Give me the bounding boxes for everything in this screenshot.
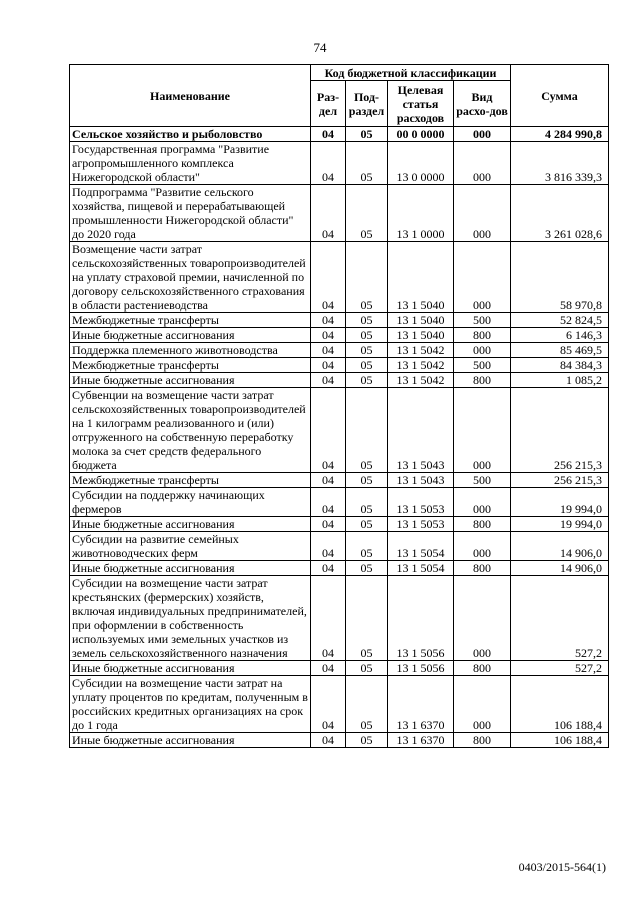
header-type: Вид расхо-дов: [454, 81, 511, 127]
row-subsection: 05: [346, 358, 388, 373]
row-type: 800: [454, 517, 511, 532]
table-body: [70, 127, 609, 748]
row-subsection: 05: [346, 517, 388, 532]
row-type: 800: [454, 733, 511, 748]
row-sum: 3 261 028,6: [511, 185, 609, 242]
row-subsection: 05: [346, 532, 388, 561]
table-row: [70, 358, 609, 373]
row-subsection: 05: [346, 676, 388, 733]
row-type: 000: [454, 142, 511, 185]
table-row: [70, 313, 609, 328]
row-name: Межбюджетные трансферты: [70, 313, 311, 328]
row-type: 800: [454, 373, 511, 388]
row-name: Субсидии на возмещение части затрат на уплату процентов по кредитам, полученным в российских кредитных организациях на срок до 1 года: [70, 676, 311, 733]
row-sum: 256 215,3: [511, 473, 609, 488]
row-sum: 106 188,4: [511, 733, 609, 748]
row-subsection: 05: [346, 343, 388, 358]
row-target: 13 1 6370: [388, 676, 454, 733]
row-subsection: 05: [346, 661, 388, 676]
table-row: [70, 127, 609, 142]
header-sum: Сумма: [511, 65, 609, 127]
row-name: Иные бюджетные ассигнования: [70, 328, 311, 343]
row-target: 13 1 5053: [388, 488, 454, 517]
row-subsection: 05: [346, 313, 388, 328]
row-sum: 58 970,8: [511, 242, 609, 313]
row-target: 13 1 5056: [388, 661, 454, 676]
table-row: [70, 676, 609, 733]
row-name: Межбюджетные трансферты: [70, 473, 311, 488]
row-section: 04: [311, 358, 346, 373]
row-target: 13 1 5054: [388, 532, 454, 561]
table-row: [70, 185, 609, 242]
row-type: 500: [454, 358, 511, 373]
row-sum: 14 906,0: [511, 561, 609, 576]
row-name: Субсидии на поддержку начинающих фермеров: [70, 488, 311, 517]
row-target: 13 1 5054: [388, 561, 454, 576]
row-section: 04: [311, 473, 346, 488]
row-target: 13 1 0000: [388, 185, 454, 242]
row-subsection: 05: [346, 733, 388, 748]
row-section: 04: [311, 343, 346, 358]
table-header: [70, 65, 609, 127]
table-row: [70, 733, 609, 748]
row-type: 000: [454, 488, 511, 517]
row-type: 500: [454, 313, 511, 328]
row-type: 500: [454, 473, 511, 488]
row-subsection: 05: [346, 488, 388, 517]
row-target: 13 0 0000: [388, 142, 454, 185]
table-row: [70, 242, 609, 313]
row-name: Субсидии на возмещение части затрат крестьянских (фермерских) хозяйств, включая индивидуальных предпринимателей, при оформлении в собственность используемых ими земельных участков из земель сельскохозяйственного назначения: [70, 576, 311, 661]
table-row: [70, 328, 609, 343]
row-subsection: 05: [346, 242, 388, 313]
row-section: 04: [311, 127, 346, 142]
row-type: 800: [454, 328, 511, 343]
table-row: [70, 388, 609, 473]
table-row: [70, 488, 609, 517]
table-row: [70, 576, 609, 661]
row-subsection: 05: [346, 388, 388, 473]
row-sum: 106 188,4: [511, 676, 609, 733]
row-type: 000: [454, 532, 511, 561]
row-sum: 19 994,0: [511, 488, 609, 517]
row-name: Подпрограмма "Развитие сельского хозяйства, пищевой и перерабатывающей промышленности Нижегородской области" до 2020 года: [70, 185, 311, 242]
row-target: 13 1 5040: [388, 313, 454, 328]
row-sum: 85 469,5: [511, 343, 609, 358]
row-subsection: 05: [346, 185, 388, 242]
row-sum: 3 816 339,3: [511, 142, 609, 185]
row-sum: 527,2: [511, 661, 609, 676]
row-type: 800: [454, 661, 511, 676]
row-name: Иные бюджетные ассигнования: [70, 517, 311, 532]
row-name: Иные бюджетные ассигнования: [70, 733, 311, 748]
row-subsection: 05: [346, 373, 388, 388]
row-section: 04: [311, 733, 346, 748]
table-row: [70, 532, 609, 561]
row-sum: 19 994,0: [511, 517, 609, 532]
row-section: 04: [311, 373, 346, 388]
row-name: Субсидии на развитие семейных животноводческих ферм: [70, 532, 311, 561]
row-target: 13 1 5056: [388, 576, 454, 661]
header-name: Наименование: [70, 65, 311, 127]
row-sum: 6 146,3: [511, 328, 609, 343]
row-sum: 4 284 990,8: [511, 127, 609, 142]
header-section: Раз-дел: [311, 81, 346, 127]
row-type: 000: [454, 127, 511, 142]
row-target: 13 1 5042: [388, 373, 454, 388]
row-target: 13 1 5042: [388, 343, 454, 358]
row-subsection: 05: [346, 328, 388, 343]
table-row: [70, 142, 609, 185]
row-section: 04: [311, 488, 346, 517]
header-code-group: Код бюджетной классификации: [311, 65, 511, 81]
row-name: Межбюджетные трансферты: [70, 358, 311, 373]
row-type: 000: [454, 388, 511, 473]
row-section: 04: [311, 676, 346, 733]
row-section: 04: [311, 561, 346, 576]
row-type: 000: [454, 676, 511, 733]
row-name: Поддержка племенного животноводства: [70, 343, 311, 358]
table-row: [70, 473, 609, 488]
table-row: [70, 343, 609, 358]
table-row: [70, 661, 609, 676]
row-subsection: 05: [346, 473, 388, 488]
row-section: 04: [311, 185, 346, 242]
row-section: 04: [311, 142, 346, 185]
row-target: 13 1 5040: [388, 242, 454, 313]
row-subsection: 05: [346, 142, 388, 185]
table-row: [70, 517, 609, 532]
row-section: 04: [311, 576, 346, 661]
row-subsection: 05: [346, 576, 388, 661]
row-sum: 84 384,3: [511, 358, 609, 373]
row-sum: 14 906,0: [511, 532, 609, 561]
row-name: Государственная программа "Развитие агропромышленного комплекса Нижегородской области": [70, 142, 311, 185]
row-target: 13 1 5053: [388, 517, 454, 532]
row-subsection: 05: [346, 127, 388, 142]
row-name: Возмещение части затрат сельскохозяйственных товаропроизводителей на уплату страховой премии, начисленной по договору сельскохозяйственного страхования в области растениеводства: [70, 242, 311, 313]
row-type: 000: [454, 343, 511, 358]
row-name: Иные бюджетные ассигнования: [70, 661, 311, 676]
budget-table: [69, 64, 609, 748]
row-type: 000: [454, 242, 511, 313]
row-section: 04: [311, 313, 346, 328]
row-type: 000: [454, 185, 511, 242]
row-section: 04: [311, 242, 346, 313]
row-name: Иные бюджетные ассигнования: [70, 561, 311, 576]
page-number: 74: [313, 40, 327, 55]
table-row: [70, 561, 609, 576]
row-target: 13 1 5043: [388, 473, 454, 488]
row-sum: 52 824,5: [511, 313, 609, 328]
row-target: 13 1 5040: [388, 328, 454, 343]
table-row: [70, 373, 609, 388]
header-target: Целевая статья расходов: [388, 81, 454, 127]
row-section: 04: [311, 661, 346, 676]
row-name: Субвенции на возмещение части затрат сельскохозяйственных товаропроизводителей на 1 килограмм реализованного и (или) отгруженного на собственную переработку молока за счет средств федерального бюджета: [70, 388, 311, 473]
row-target: 13 1 5042: [388, 358, 454, 373]
row-target: 13 1 5043: [388, 388, 454, 473]
row-section: 04: [311, 517, 346, 532]
row-type: 000: [454, 576, 511, 661]
row-type: 800: [454, 561, 511, 576]
row-sum: 1 085,2: [511, 373, 609, 388]
row-sum: 527,2: [511, 576, 609, 661]
row-target: 13 1 6370: [388, 733, 454, 748]
row-section: 04: [311, 328, 346, 343]
document-code: 0403/2015-564(1): [518, 860, 606, 874]
row-sum: 256 215,3: [511, 388, 609, 473]
row-section: 04: [311, 532, 346, 561]
row-target: 00 0 0000: [388, 127, 454, 142]
row-name: Иные бюджетные ассигнования: [70, 373, 311, 388]
row-section: 04: [311, 388, 346, 473]
header-subsection: Под-раздел: [346, 81, 388, 127]
row-name: Сельское хозяйство и рыболовство: [70, 127, 311, 142]
row-subsection: 05: [346, 561, 388, 576]
